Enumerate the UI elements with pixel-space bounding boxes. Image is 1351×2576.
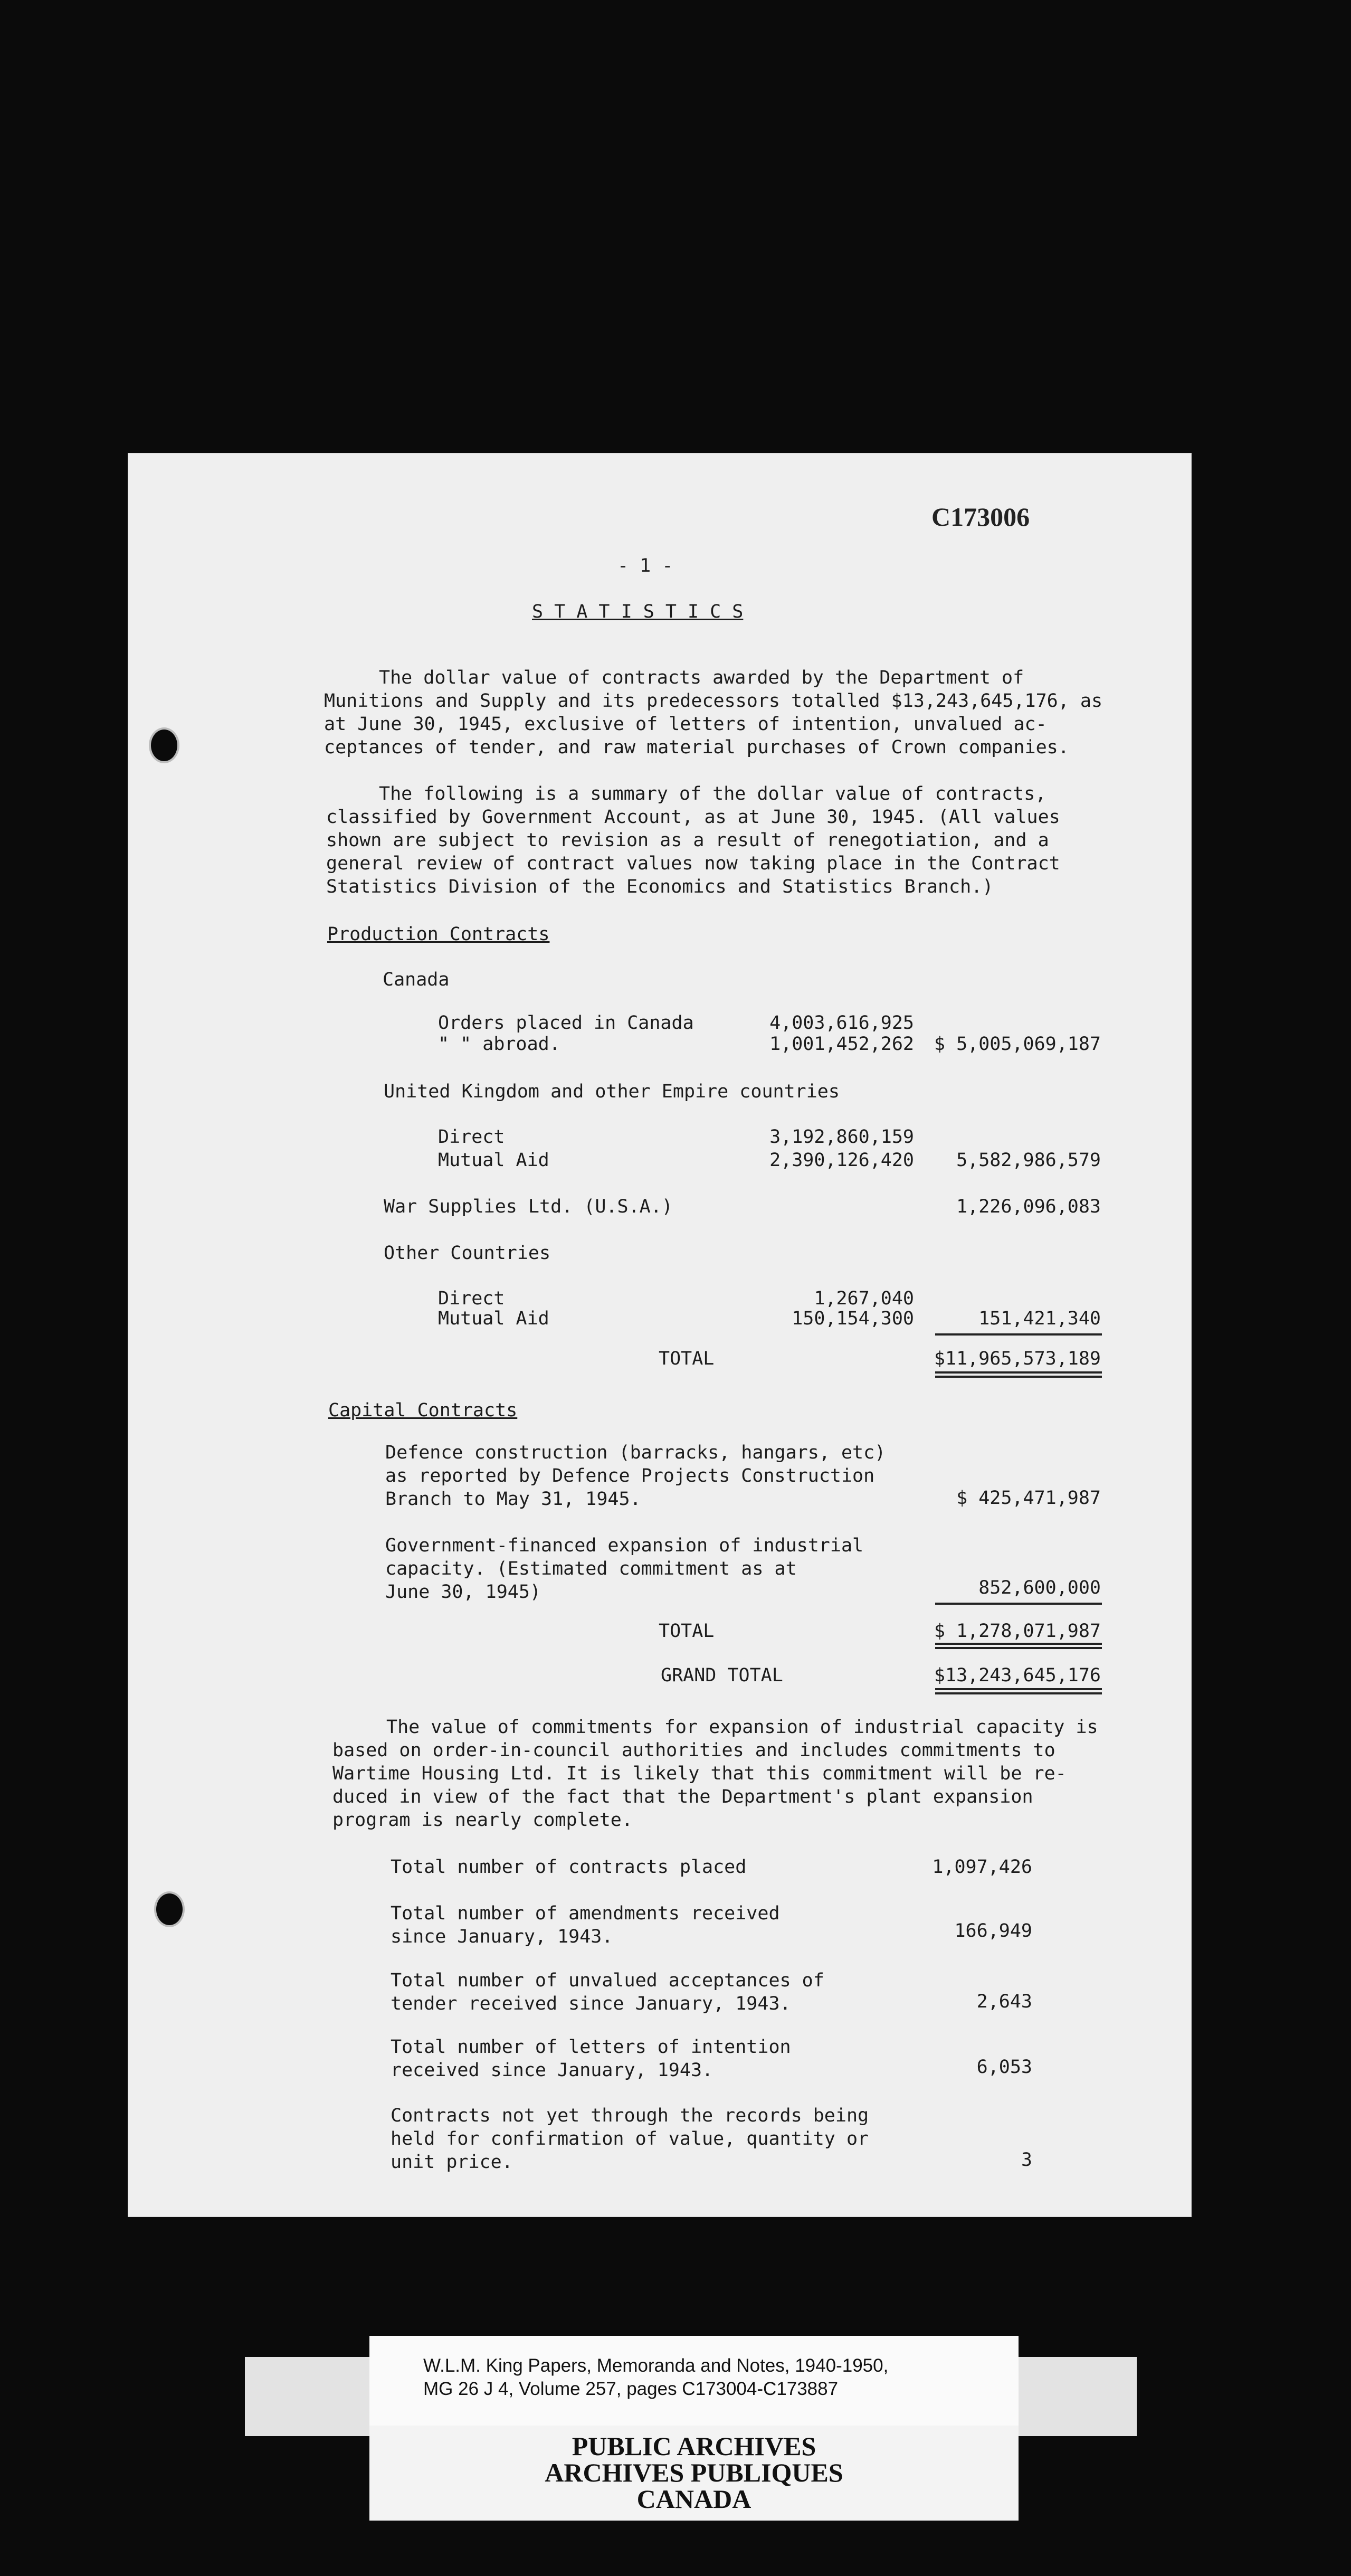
count-label: Total number of unvalued acceptances of (391, 1970, 824, 1991)
grand-total-value: $13,243,645,176 (934, 1665, 1101, 1686)
subtotal-value: 5,582,986,579 (956, 1150, 1101, 1171)
archive-stamp-line: CANADA (636, 2484, 751, 2514)
section-heading-capital: Capital Contracts (328, 1400, 518, 1421)
count-label: Total number of letters of intention (391, 2037, 791, 2058)
row-label: Direct (438, 1288, 505, 1309)
paragraph-line: shown are subject to revision as a result of renegotiation, and a (326, 830, 1049, 851)
row-label: Branch to May 31, 1945. (385, 1489, 641, 1510)
subtotal-value: $ 425,471,987 (956, 1488, 1101, 1509)
paragraph-line: classified by Government Account, as at June 30, 1945. (All values (326, 807, 1060, 828)
group-label-other: Other Countries (384, 1243, 551, 1264)
row-label: Orders placed in Canada (438, 1012, 694, 1034)
paragraph-line: based on order-in-council authorities and includes commitments to (332, 1740, 1055, 1761)
archive-caption-line: MG 26 J 4, Volume 257, pages C173004-C173887 (423, 2379, 839, 2399)
punch-hole (154, 1891, 185, 1927)
count-value: 3 (1021, 2149, 1032, 2171)
row-value: 2,390,126,420 (769, 1150, 914, 1171)
group-label-uk: United Kingdom and other Empire countries (384, 1081, 840, 1102)
grand-total-label: GRAND TOTAL (661, 1665, 783, 1686)
archive-stamp-line: PUBLIC ARCHIVES (572, 2431, 816, 2461)
page-number: - 1 - (617, 555, 673, 576)
archive-caption-line: W.L.M. King Papers, Memoranda and Notes, 1940-1950, (423, 2355, 889, 2376)
group-label-canada: Canada (383, 969, 450, 990)
total-value: $ 1,278,071,987 (934, 1621, 1101, 1642)
count-value: 166,949 (954, 1920, 1032, 1942)
row-label: War Supplies Ltd. (U.S.A.) (384, 1196, 673, 1217)
total-double-rule (935, 1376, 1102, 1378)
count-label: unit price. (391, 2152, 513, 2173)
paragraph-line: The value of commitments for expansion of industrial capacity is (386, 1717, 1098, 1738)
count-label: since January, 1943. (391, 1926, 613, 1947)
row-label: Mutual Aid (438, 1150, 549, 1171)
paragraph-line: duced in view of the fact that the Department's plant expansion (332, 1786, 1033, 1807)
archive-stamp-line: ARCHIVES PUBLIQUES (545, 2458, 843, 2487)
subtotal-value: 151,421,340 (978, 1308, 1101, 1329)
count-value: 6,053 (976, 2057, 1032, 2078)
count-label: Total number of contracts placed (391, 1857, 747, 1878)
count-label: received since January, 1943. (391, 2060, 713, 2081)
row-label: Defence construction (barracks, hangars, etc) (385, 1442, 886, 1463)
paragraph-line: general review of contract values now taking place in the Contract (326, 853, 1060, 874)
paragraph-line: program is nearly complete. (332, 1810, 633, 1831)
count-label: held for confirmation of value, quantity or (391, 2128, 869, 2149)
paragraph-line: The dollar value of contracts awarded by the Department of (379, 667, 1024, 688)
paragraph-line: Statistics Division of the Economics and Statistics Branch.) (326, 876, 994, 897)
count-label: Contracts not yet through the records being (391, 2105, 869, 2126)
total-double-rule (935, 1647, 1102, 1649)
subtotal-value: 852,600,000 (978, 1577, 1101, 1598)
total-rule (935, 1333, 1102, 1336)
row-value: 150,154,300 (792, 1308, 914, 1329)
total-double-rule (935, 1371, 1102, 1374)
paragraph-line: Wartime Housing Ltd. It is likely that this commitment will be re- (332, 1763, 1067, 1784)
page-title: S T A T I S T I C S (532, 601, 744, 622)
total-label: TOTAL (659, 1348, 715, 1369)
section-heading-production: Production Contracts (327, 924, 550, 945)
paragraph-line: ceptances of tender, and raw material purchases of Crown companies. (324, 737, 1069, 758)
row-label: " " abroad. (438, 1034, 560, 1055)
paragraph-line: Munitions and Supply and its predecessors totalled $13,243,645,176, as (324, 690, 1103, 712)
total-double-rule (935, 1692, 1102, 1694)
count-value: 2,643 (976, 1991, 1032, 2012)
paragraph-line: The following is a summary of the dollar value of contracts, (379, 783, 1046, 804)
row-label: as reported by Defence Projects Construction (385, 1465, 875, 1486)
count-label: tender received since January, 1943. (391, 1993, 791, 2014)
total-double-rule (935, 1643, 1102, 1645)
punch-hole (149, 727, 179, 763)
total-label: TOTAL (659, 1621, 715, 1642)
row-label: Direct (438, 1126, 505, 1148)
row-value: 3,192,860,159 (769, 1126, 914, 1148)
row-label: Mutual Aid (438, 1308, 549, 1329)
row-value: 1,267,040 (814, 1288, 914, 1309)
total-value: $11,965,573,189 (934, 1348, 1101, 1369)
row-value: 1,001,452,262 (769, 1034, 914, 1055)
row-label: Government-financed expansion of industrial (385, 1535, 864, 1556)
subtotal-value: $ 5,005,069,187 (934, 1034, 1101, 1055)
count-value: 1,097,426 (932, 1857, 1032, 1878)
document-reference: C173006 (931, 502, 1030, 532)
count-label: Total number of amendments received (391, 1903, 780, 1924)
subtotal-value: 1,226,096,083 (956, 1196, 1101, 1217)
total-rule (935, 1603, 1102, 1605)
row-label: June 30, 1945) (385, 1581, 541, 1603)
paragraph-line: at June 30, 1945, exclusive of letters of intention, unvalued ac- (324, 714, 1047, 735)
total-double-rule (935, 1688, 1102, 1690)
row-value: 4,003,616,925 (769, 1012, 914, 1034)
row-label: capacity. (Estimated commitment as at (385, 1558, 797, 1579)
